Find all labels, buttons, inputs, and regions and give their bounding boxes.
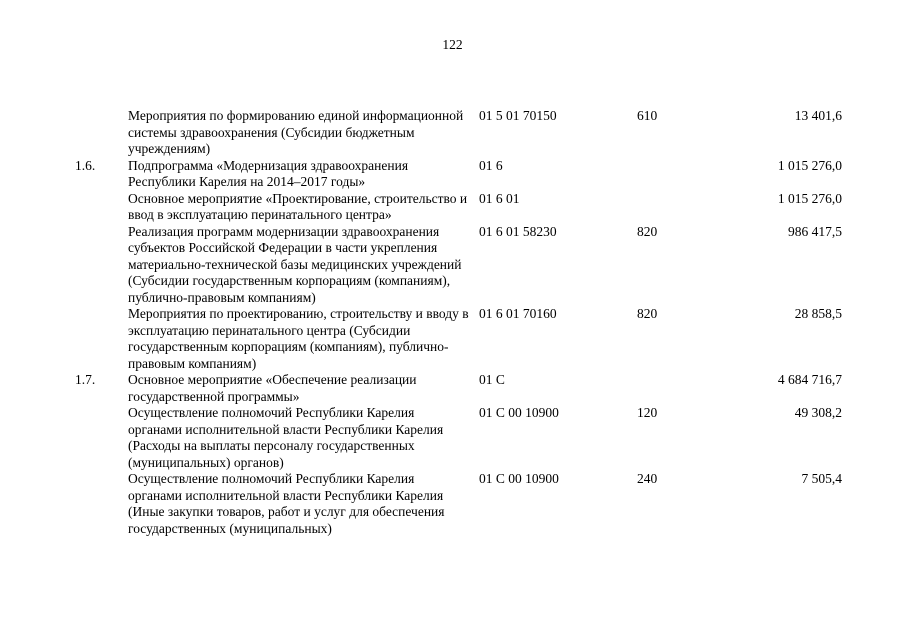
- row-expense-type: 120: [637, 405, 658, 420]
- row-code: 01 С 00 10900: [479, 405, 559, 420]
- row-amount: 28 858,5: [794, 306, 842, 321]
- row-code: 01 6 01 70160: [479, 306, 557, 321]
- row-code: 01 С: [479, 372, 505, 387]
- page-number: 122: [442, 37, 463, 52]
- row-name: Подпрограмма «Модернизация здравоохранения Республики Карелия на 2014–2017 годы»: [128, 157, 409, 189]
- row-amount: 13 401,6: [794, 108, 842, 123]
- row-name: Мероприятия по формированию единой информационной системы здравоохранения (Субсидии бюджетным учреждениям): [128, 108, 464, 156]
- table-row: [0, 158, 905, 191]
- row-amount: 7 505,4: [801, 471, 842, 486]
- table-row: [0, 108, 905, 158]
- row-amount: 4 684 716,7: [777, 372, 842, 387]
- row-name: Осуществление полномочий Республики Карелия органами исполнительной власти Республики Карелия (Иные закупки товаров, работ и услуг для обеспечения государственных (муниципальных): [128, 471, 445, 536]
- row-name: Осуществление полномочий Республики Карелия органами исполнительной власти Республики Карелия (Расходы на выплаты персоналу государственных (муниципальных) органов): [128, 405, 444, 470]
- row-amount: 49 308,2: [794, 405, 842, 420]
- row-code: 01 С 00 10900: [479, 471, 559, 486]
- row-code: 01 5 01 70150: [479, 108, 557, 123]
- row-amount: 1 015 276,0: [777, 157, 842, 173]
- row-expense-type: 820: [637, 306, 658, 321]
- table-row: [0, 306, 905, 372]
- row-number: 1.7.: [75, 372, 96, 387]
- row-name: Мероприятия по проектированию, строительству и вводу в эксплуатацию перинатального центра (Субсидии государственным корпорациям (компаниям), публично-правовым компаниям): [128, 306, 469, 371]
- table-row: [0, 191, 905, 224]
- row-name: Основное мероприятие «Обеспечение реализации государственной программы»: [128, 372, 417, 404]
- row-code: 01 6: [479, 157, 503, 173]
- table-row: [0, 372, 905, 405]
- row-amount: 986 417,5: [788, 223, 842, 239]
- row-name: Реализация программ модернизации здравоохранения субъектов Российской Федерации в части укрепления материально-технической базы медицинских учреждений (Субсидии государственным корпорациям (компаниям), публично-правовым компаниям): [128, 223, 462, 305]
- row-name: Основное мероприятие «Проектирование, строительство и ввод в эксплуатацию перинатального центра»: [128, 190, 468, 222]
- row-expense-type: 610: [637, 108, 658, 123]
- row-code: 01 6 01: [479, 190, 520, 206]
- table-row: [0, 405, 905, 471]
- row-amount: 1 015 276,0: [777, 190, 842, 206]
- table-row: [0, 224, 905, 307]
- row-expense-type: 240: [637, 471, 658, 486]
- row-number: 1.6.: [75, 157, 96, 173]
- row-code: 01 6 01 58230: [479, 223, 557, 239]
- row-expense-type: 820: [637, 223, 658, 239]
- budget-table: [0, 108, 905, 537]
- table-row: [0, 471, 905, 537]
